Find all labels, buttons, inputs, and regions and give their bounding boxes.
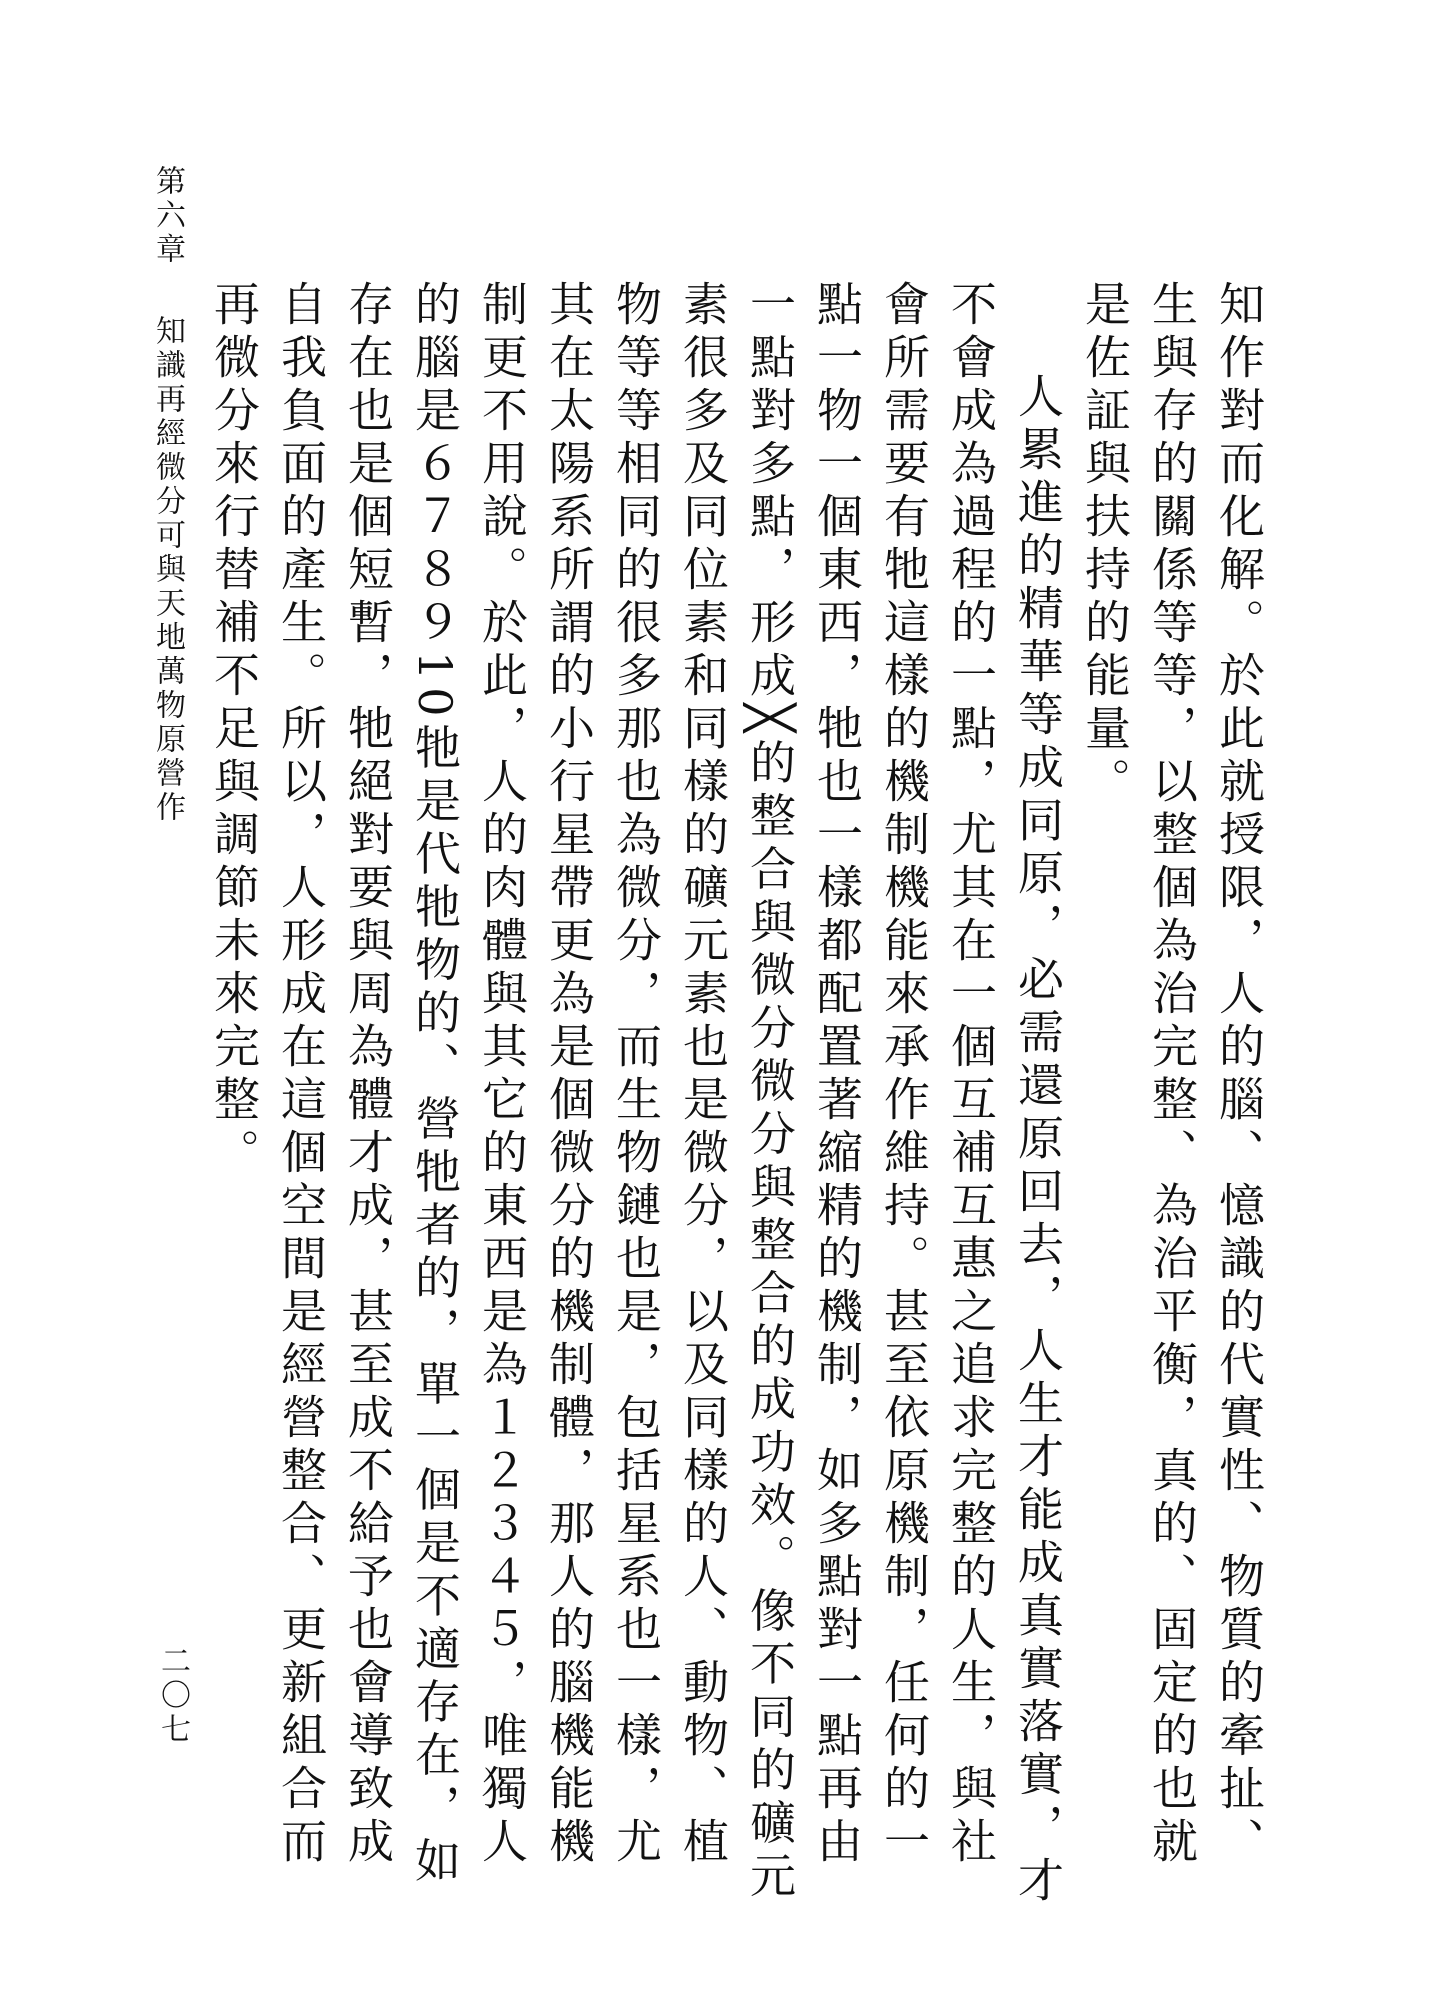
main-text-block [200,280,1272,1920]
page-number: 二〇七 [155,1645,190,1747]
paragraph-1: 知作對而化解。於此就授限，人的腦、憶識的代實性、物質的牽扯、生與存的關係等等，以整個為治完整、為治平衡，真的、固定的也就是佐証與扶持的能量。 [1078,280,1266,1870]
running-head [145,165,189,865]
chapter-title: 知識再經微分可與天地萬物原營作 [150,315,185,825]
chapter-label: 第六章 [150,165,185,267]
paragraph-2: 人累進的精華等成同原，必需還原回去，人生才能成真實落實，才不會成為過程的一點，尤其在一個互補互惠之追求完整的人生，與社會所需要有牠這樣的機制機能來承作維持。甚至依原機制，任何的一點一物一個東西，牠也一樣都配置著縮精的機制，如多點對一點再由一點對多點，形成╳的整合與微分微分與整合的成功效。像不同的礦元素很多及同位素和同樣的礦元素也是微分，以及同樣的人、動物、植物等等相同的很多那也為微分，而生物鏈也是，包括星系也一樣，尤其在太陽系所謂的小行星帶更為是個微分的機制體，那人的腦機能機制更不用說。於此，人的肉體與其它的東西是為１２３４５，唯獨人的腦是６７８９10牠是代牠物的、營牠者的，單一個是不適存在，如存在也是個短暫，牠絕對要與周為體才成，甚至成不給予也會導致成自我負面的產生。所以，人形成在這個空間是經營整合、更新組合而再微分來行替補不足與調節未來完整。 [207,280,1065,1909]
